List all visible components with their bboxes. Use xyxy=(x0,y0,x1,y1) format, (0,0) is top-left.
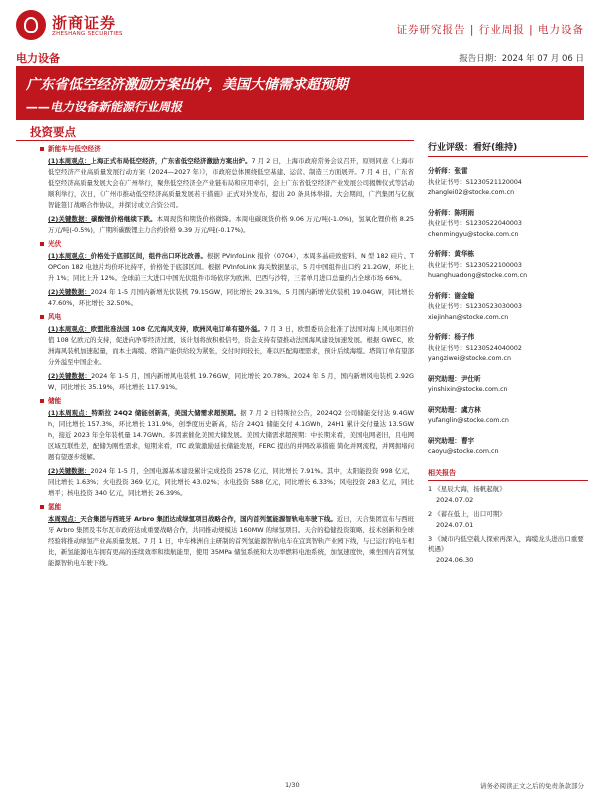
analyst-card xyxy=(428,436,588,458)
analyst-email: zhanglei02@stocke.com.cn xyxy=(428,189,515,196)
analyst-list xyxy=(428,166,588,458)
analyst-email: huanghuadong@stocke.com.cn xyxy=(428,272,528,279)
analyst-email: yufanglin@stocke.com.cn xyxy=(428,417,509,424)
section-paragraph xyxy=(48,287,414,309)
paragraph-label: (1)本周观点： xyxy=(48,409,92,417)
analyst-name: 虞方林 xyxy=(460,405,481,414)
analyst-name-line xyxy=(428,405,588,417)
paragraph-lead: 天合集团与西班牙 Arbro 集团达成绿氢项目战略合作，国内首列氢能源智轨电车驶下线。 xyxy=(80,515,337,523)
related-report-date: 2024.07.01 xyxy=(436,520,474,529)
section-paragraph xyxy=(48,156,414,211)
related-report-title: 1 《星辰大海，扬帆起航》 xyxy=(428,484,506,493)
section-paragraph xyxy=(48,251,414,284)
sidebar xyxy=(428,140,588,569)
analyst-role: 分析师： xyxy=(428,291,455,300)
analyst-cert: 执业证书号：S1230522040003 xyxy=(428,220,522,227)
analyst-name: 陈明雨 xyxy=(454,208,475,217)
paragraph-lead: 欧盟批准法国 108 亿元海风支持，欧洲风电订单有望外溢。 xyxy=(90,325,264,333)
analyst-cert: 执业证书号：S1230521120004 xyxy=(428,178,522,186)
analyst-role: 研究助理： xyxy=(428,405,461,414)
paragraph-label: (2)关键数据： xyxy=(48,215,92,223)
related-report-date: 2024.06.30 xyxy=(436,555,474,564)
industry-rating: 行业评级：看好(维持) xyxy=(428,140,588,157)
analyst-name-line xyxy=(428,208,588,220)
logo-name-cn: 浙商证券 xyxy=(52,14,117,32)
highlights-divider xyxy=(16,140,414,141)
report-title: 广东省低空经济激励方案出炉，美国大储需求超预期 xyxy=(26,77,348,93)
paragraph-text: 7 月 2 日，上海市政府常务会议召开，原则同意《上海市低空经济产业高质量发展行动方案（2024—2027 年）》，市政府总体围绕低空基建、运营、制造三方面展开。7 月 4 日，广东省低空经济高质量发展大会在广州举行，聚焦低空经济全产业链布局和应用牵引，会上广东省低空经济产业发展公司揭牌仪式等活动顺利举行，次日，《广州市推动低空经济高质量发展若干措施》正式对外发布，提出 20 条具体举措。大会期间，广汽集团与亿航智能签订战略合作协议，并探讨或立合资公司。 xyxy=(48,157,414,209)
analyst-role: 分析师： xyxy=(428,208,455,217)
analyst-name: 谢金翰 xyxy=(454,291,475,300)
page-number: 1/30 xyxy=(285,781,300,789)
paragraph-label: (1)本周观点： xyxy=(48,157,91,165)
section-title: 光伏 xyxy=(40,239,414,251)
paragraph-text: 据 7 月 2 日特斯拉公告，2024Q2 公司储能交付达 9.4GWh，同比增长 157.3%，环比增长 131.9%，创季度历史新高，结合 24Q1 储能交付 4.1GWh，24H1 累计交付量达 13.5GWh，接近 2023 年全年装机量 14.7GWh。多因素催化美国大储发展。美国大储需求超预期：中长期来看，美国电网老旧，且电网区域互联性差，配储为刚性需求，短期来看，ITC 政策激励延长储能发展，FERC 提出的并网改革措施 简化并网流程，并网拥堵问题有望逐步缓解。 xyxy=(48,409,414,461)
footer-disclaimer: 请务必阅读正文之后的免责条款部分 xyxy=(480,782,584,790)
analyst-cert: 执业证书号：S1230522100003 xyxy=(428,261,522,269)
report-date: 报告日期：2024 年 07 月 06 日 xyxy=(459,54,584,64)
paragraph-text: 近日，天合集团宣布与西班牙 Arbro 集团及韦尔瓦市政府达成重要战略合作，共同推动规模达 160MW 的绿氢项目。天合的稳健投资策略、技术创新和全球经验将推动绿氢产业高质量发展。7 月 1 日，中车株洲自主研制的首列氢能源智轨电车在宜宾智轨产业园下线，与已运行的电车相比，新氢能源电车拥有更高的连续效率和续航能里，使用 35MPa 储氢系统和大功率燃料电池系统，加氢速度快，乘坐国内首列氢能源智轨电车驶下线。 xyxy=(48,515,415,567)
analyst-card xyxy=(428,291,588,324)
analyst-role: 研究助理： xyxy=(428,436,461,445)
analyst-name-line xyxy=(428,436,588,448)
paragraph-label: (2)关键数据： xyxy=(48,372,92,380)
analyst-card xyxy=(428,405,588,427)
report-subtitle: ——电力设备新能源行业周报 xyxy=(26,100,183,114)
main-content xyxy=(48,144,414,572)
paragraph-label: 本周观点： xyxy=(48,515,81,523)
section-paragraph xyxy=(48,466,414,499)
analyst-card xyxy=(428,332,588,365)
paragraph-label: (1)本周观点： xyxy=(48,252,91,260)
paragraph-text: 2024 年 1-5 月，全国电源基本建设累计完成投资 2578 亿元，同比增长 7.91%。其中，太阳能投资 998 亿元，同比增长 1.63%；火电投资 369 亿元，同比增长 43.02%；水电投资 588 亿元，同比增长 6.33%；风电投资 283 亿元，同比增平；核电投资 340 亿元，同比增长 26.39%。 xyxy=(48,467,414,497)
analyst-card xyxy=(428,374,588,396)
section-paragraph xyxy=(48,408,414,463)
related-report-date: 2024.07.02 xyxy=(436,495,474,504)
paragraph-lead: 碳酸锂价格继续下跌。 xyxy=(91,215,157,223)
paragraph-text: 2024 年 1-5 月国内新增光伏装机 79.15GW，同比增长 29.31%。5 月国内新增光伏装机 19.04GW，同比增长 47.60%，环比增长 32.50%。 xyxy=(48,288,414,307)
analyst-name: 张雷 xyxy=(454,167,468,175)
industry-label: 电力设备 xyxy=(16,52,60,65)
analyst-name: 杨子伟 xyxy=(454,333,475,341)
analyst-card xyxy=(428,208,588,241)
analyst-email: yangziwei@stocke.com.cn xyxy=(428,355,511,362)
analyst-name: 黄华栋 xyxy=(454,250,475,258)
analyst-role: 分析师： xyxy=(428,333,455,341)
section-title: 氢能 xyxy=(40,502,414,514)
highlights-heading: 投资要点 xyxy=(30,125,76,139)
analyst-role: 分析师： xyxy=(428,167,455,175)
paragraph-text: 本周现货和期货价格微降。本周电碳现货价格 9.06 万元/吨(-1.0%)，氢氧化锂价格 8.25 万元/吨(-0.5%)，广期所碳酸锂主力合约价格 9.39 万元/吨(-0.17%)。 xyxy=(48,215,414,234)
title-banner xyxy=(16,68,584,120)
analyst-email: xiejinhan@stocke.com.cn xyxy=(428,313,509,321)
analyst-cert: 执业证书号：S1230523030003 xyxy=(428,303,522,310)
paragraph-lead: 上海正式布局低空经济，广东省低空经济激励方案出炉。 xyxy=(90,157,252,165)
analyst-name: 尹仕昕 xyxy=(460,374,481,383)
section-paragraph xyxy=(48,371,414,393)
section-paragraph xyxy=(48,514,414,569)
section-title: 新能车与低空经济 xyxy=(40,144,414,156)
analyst-role: 分析师： xyxy=(428,250,455,258)
related-report-list xyxy=(428,484,588,565)
analyst-name-line xyxy=(428,249,588,261)
analyst-email: chenmingyu@stocke.com.cn xyxy=(428,230,519,238)
related-reports xyxy=(428,468,588,565)
analyst-name-line xyxy=(428,332,588,344)
paragraph-lead: 价格处于底部区间，组件出口环比改善。 xyxy=(90,252,207,260)
paragraph-label: (1)本周观点： xyxy=(48,325,91,333)
section-paragraph xyxy=(48,214,414,236)
related-reports-title: 相关报告 xyxy=(428,468,588,481)
analyst-card xyxy=(428,166,588,199)
analyst-email: yinshixin@stocke.com.cn xyxy=(428,386,508,393)
analyst-name-line xyxy=(428,291,588,303)
paragraph-lead: 特斯拉 24Q2 储能创新高，美国大储需求超预期。 xyxy=(91,409,241,417)
section-paragraph xyxy=(48,324,414,368)
analyst-name-line xyxy=(428,166,588,178)
section-title: 风电 xyxy=(40,312,414,324)
report-header xyxy=(0,0,600,68)
analyst-email: caoyu@stocke.com.cn xyxy=(428,448,499,455)
analyst-name-line xyxy=(428,374,588,386)
analyst-cert: 执业证书号：S1230524040002 xyxy=(428,344,522,352)
related-report-title: 3 《城市内低空载人探索再深入，海缆龙头进出口重要机遇》 xyxy=(428,534,584,553)
logo-mark-icon xyxy=(16,10,46,40)
company-logo xyxy=(16,10,166,42)
paragraph-label: (2)关键数据： xyxy=(48,288,91,296)
paragraph-text: 2024 年 1-5 月，国内新增风电装机 19.76GW，同比增长 20.78%。2024 年 5 月，国内新增风电装机 2.92GW，同比增长 35.19%，环比增长 117.91%。 xyxy=(48,372,414,391)
logo-name-en: ZHESHANG SECURITIES xyxy=(52,31,123,37)
analyst-name: 曹宇 xyxy=(460,436,475,445)
analyst-role: 研究助理： xyxy=(428,374,461,383)
section-title: 储能 xyxy=(40,396,414,408)
related-report-title: 2 《蓄在低上，出口可期》 xyxy=(428,509,506,518)
paragraph-text: 根据 PVInfoLink 报价（0704），本周多晶硅致密料、N 型 182 硅片、TOPCon 182 电池片均价环比持平，价格处于底部区间。根据 PVInfoLink 海关数据显示，5 月中国组件出口约 21.2GW，环比上升 1%；同比上升 12%。全球前三大进口中国光伏组件市场依序为欧洲、巴西与沙特，三者单月进口总量约占全球市场 66%。 xyxy=(48,252,415,282)
document-type: 证券研究报告 | 行业周报 | 电力设备 xyxy=(396,24,584,36)
analyst-card xyxy=(428,249,588,282)
paragraph-label: (2)关键数据： xyxy=(48,467,91,475)
paragraph-text: 7 月 3 日，欧盟委员会批准了法国对海上风电项目价值 108 亿欧元的支持，促进向净零经济过渡，该计划将放积极信号，资金支持有望推动法国海风建设加速发展。根据 GWEC，欧洲海风装机加速起量，而本土海缆、塔筒产能供给较为紧张，交付时间较长，难以匹配海理需求，预计后续海缆、塔筒订单有望部分外溢至中国企业。 xyxy=(48,325,414,366)
